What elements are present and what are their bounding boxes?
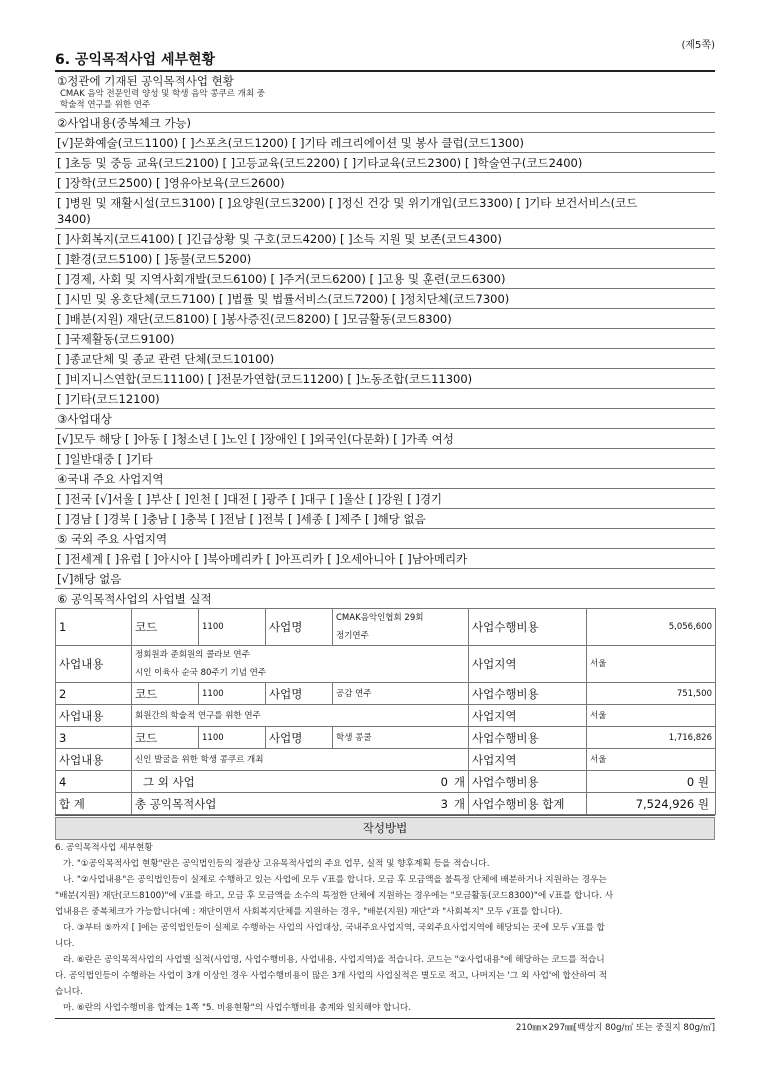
total-desc: 총 공익목적사업 (135, 796, 217, 811)
method-notes (55, 840, 715, 1016)
content-label: 사업내용 (56, 705, 132, 727)
method-line: 습니다. (55, 987, 83, 997)
business-content-row: [ ]배분(지원) 재단(코드8100) [ ]봉사증진(코드8200) [ ]모금활동(코드8300) (55, 309, 715, 329)
region-value: 서울 (587, 705, 716, 727)
table-row (56, 705, 716, 727)
name-label: 사업명 (266, 609, 333, 646)
content-line2: 시인 이육사 순국 80주기 기념 연주 (135, 668, 267, 678)
total-label: 합 계 (56, 793, 132, 815)
other-cost: 0 원 (587, 771, 716, 793)
business-content-row: [ ]경제, 사회 및 지역사회개발(코드6100) [ ]주거(코드6200) [ ]고용 및 훈련(코드6300) (55, 269, 715, 289)
business-content-row: [ ]기타(코드12100) (55, 389, 715, 409)
section-title: 6. 공익목적사업 세부현황 (55, 52, 216, 68)
paper-spec: 210㎜×297㎜[백상지 80g/㎡ 또는 중질지 80g/㎡] (55, 1018, 715, 1033)
total-count-cell (333, 793, 469, 815)
performance-table (55, 608, 716, 815)
business-content-row: [ ]비지니스연합(코드11100) [ ]전문가연합(코드11200) [ ]노동조합(코드11300) (55, 369, 715, 389)
table-row (56, 683, 716, 705)
code-label: 코드 (132, 727, 199, 749)
detail-box (55, 70, 715, 816)
method-heading: 6. 공익목적사업 세부현황 (55, 843, 153, 853)
business-content-row: [ ]국제활동(코드9100) (55, 329, 715, 349)
content-value (132, 646, 469, 683)
business-target-heading: ③사업대상 (55, 409, 715, 429)
table-row (56, 749, 716, 771)
business-content-row: [ ]장학(코드2500) [ ]영유아보육(코드2600) (55, 173, 715, 193)
overseas-region-heading: ⑤ 국외 주요 사업지역 (55, 529, 715, 549)
page-number: (제5쪽) (681, 40, 715, 51)
region-value: 서울 (587, 749, 716, 771)
total-cost-label: 사업수행비용 합계 (469, 793, 587, 815)
other-label: 그 외 사업 (143, 774, 195, 789)
name-label: 사업명 (266, 727, 333, 749)
method-line: 다. ③부터 ⑤까지 [ ]에는 공익법인등이 실제로 수행하는 사업의 사업대상, 국내주요사업지역, 국외주요사업지역에 해당되는 곳에 모두 √표를 합 (63, 923, 605, 933)
content-value: 신인 발굴을 위한 학생 콩쿠르 개최 (132, 749, 469, 771)
method-line: 라. ⑥란은 공익목적사업의 사업별 실적(사업명, 사업수행비용, 사업내용, 사업지역)을 적습니다. 코드는 "②사업내용"에 해당하는 코드를 적습니 (63, 955, 605, 965)
other-cost-label: 사업수행비용 (469, 771, 587, 793)
domestic-region-heading: ④국내 주요 사업지역 (55, 469, 715, 489)
total-row (56, 793, 716, 815)
name-line1: CMAK음악인협회 29회 (336, 613, 424, 623)
articles-business-line2: 학술적 연구를 위한 연주 (60, 100, 151, 110)
business-target-row: [ ]일반대중 [ ]기타 (55, 449, 715, 469)
articles-business-section (55, 72, 715, 113)
business-content-row: [ ]사회복지(코드4100) [ ]긴급상황 및 구호(코드4200) [ ]소득 지원 및 보존(코드4300) (55, 229, 715, 249)
cost-label: 사업수행비용 (469, 609, 587, 646)
name-value (333, 609, 469, 646)
total-desc-cell (132, 793, 333, 815)
total-count: 3 (440, 796, 448, 811)
overseas-region-row: [ ]전세계 [ ]유럽 [ ]아시아 [ ]북아메리카 [ ]아프리카 [ ]오세아니아 [ ]남아메리카 (55, 549, 715, 569)
cost-label: 사업수행비용 (469, 683, 587, 705)
method-line: 업내용은 중복체크가 가능합니다(예 : 재단이면서 사회복지단체를 지원하는 경우, "배분(지원) 재단"과 "사회복지" 모두 √표를 합니다). (55, 907, 563, 917)
method-line: 다. 공익법인등이 수행하는 사업이 3개 이상인 경우 사업수행비용이 많은 3개 사업의 사업실적은 별도로 적고, 나머지는 '그 외 사업'에 합산하여 적 (55, 971, 608, 981)
cost-value: 1,716,826 (587, 727, 716, 749)
name-line2: 정기연주 (336, 631, 369, 641)
content-label: 사업내용 (56, 646, 132, 683)
region-label: 사업지역 (469, 646, 587, 683)
articles-business-line1: CMAK 음악 전문인력 양성 및 학생 음악 콩쿠르 개최 중 (60, 89, 265, 99)
total-cost: 7,524,926 원 (587, 793, 716, 815)
performance-heading: ⑥ 공익목적사업의 사업별 실적 (57, 592, 212, 606)
other-label-cell (132, 771, 333, 793)
name-value: 학생 콩쿨 (333, 727, 469, 749)
region-label: 사업지역 (469, 705, 587, 727)
business-content-row: [ ]종교단체 및 종교 관련 단체(코드10100) (55, 349, 715, 369)
business-no: 1 (56, 609, 132, 646)
domestic-region-row: [ ]경남 [ ]경북 [ ]충남 [ ]충북 [ ]전남 [ ]전북 [ ]세종 [ ]제주 [ ]해당 없음 (55, 509, 715, 529)
code-value: 1100 (199, 609, 266, 646)
method-line: 가. "①공익목적사업 현황"란은 공익법인등의 정관상 고유목적사업의 주요 업무, 실적 및 향후계획 등을 적습니다. (63, 859, 490, 869)
other-unit: 개 (453, 774, 465, 789)
business-content-heading: ②사업내용(중복체크 가능) (55, 113, 715, 133)
table-row (56, 646, 716, 683)
cost-value: 751,500 (587, 683, 716, 705)
method-line: 나. "②사업내용"은 공익법인등이 실제로 수행하고 있는 사업에 모두 √표를 합니다. 모금 후 모금액을 불특정 단체에 배분하거나 지원하는 경우는 (63, 875, 607, 885)
code-label: 코드 (132, 609, 199, 646)
business-content-row: [ ]시민 및 옹호단체(코드7100) [ ]법률 및 법률서비스(코드7200) [ ]정치단체(코드7300) (55, 289, 715, 309)
table-row (56, 609, 716, 646)
business-content-row: [ ]병원 및 재활시설(코드3100) [ ]요양원(코드3200) [ ]정신 건강 및 위기개입(코드3300) [ ]기타 보건서비스(코드 (57, 196, 638, 210)
other-count-cell (333, 771, 469, 793)
business-content-row: [ ]초등 및 중등 교육(코드2100) [ ]고등교육(코드2200) [ ]기타교육(코드2300) [ ]학술연구(코드2400) (55, 153, 715, 173)
code-value: 1100 (199, 727, 266, 749)
code-label: 코드 (132, 683, 199, 705)
name-label: 사업명 (266, 683, 333, 705)
region-label: 사업지역 (469, 749, 587, 771)
domestic-region-row: [ ]전국 [√]서울 [ ]부산 [ ]인천 [ ]대전 [ ]광주 [ ]대구 [ ]울산 [ ]강원 [ ]경기 (55, 489, 715, 509)
business-target-row: [√]모두 해당 [ ]아동 [ ]청소년 [ ]노인 [ ]장애인 [ ]외국인(다문화) [ ]가족 여성 (55, 429, 715, 449)
cost-label: 사업수행비용 (469, 727, 587, 749)
code-value: 1100 (199, 683, 266, 705)
other-business-row (56, 771, 716, 793)
business-content-row: [ ]환경(코드5100) [ ]동물(코드5200) (55, 249, 715, 269)
articles-business-heading: ①정관에 기재된 공익목적사업 현황 (57, 74, 234, 88)
method-title: 작성방법 (55, 817, 715, 840)
business-no: 3 (56, 727, 132, 749)
total-unit: 개 (453, 796, 465, 811)
table-row (56, 727, 716, 749)
cost-value: 5,056,600 (587, 609, 716, 646)
content-label: 사업내용 (56, 749, 132, 771)
content-value: 회원간의 학술적 연구를 위한 연주 (132, 705, 469, 727)
region-value: 서울 (587, 646, 716, 683)
method-line: "배분(지원) 재단(코드8100)"에 √표를 하고, 모금 후 모금액을 소수의 특정한 단체에 지원하는 경우에는 "모금활동(코드8300)"에 √표를 합니다. 사 (55, 891, 614, 901)
name-value: 공감 연주 (333, 683, 469, 705)
business-content-row: [√]문화예술(코드1100) [ ]스포츠(코드1200) [ ]기타 레크리에이션 및 봉사 클럽(코드1300) (55, 133, 715, 153)
method-line: 마. ⑥란의 사업수행비용 합계는 1쪽 "5. 비용현황"의 사업수행비용 총계와 일치해야 합니다. (63, 1003, 412, 1013)
business-content-row: 3400) (55, 211, 715, 229)
form-page (55, 36, 715, 1033)
overseas-region-row: [√]해당 없음 (55, 569, 715, 589)
business-no: 2 (56, 683, 132, 705)
method-line: 니다. (55, 939, 75, 949)
other-no: 4 (56, 771, 132, 793)
other-count: 0 (440, 774, 448, 789)
content-line1: 정회원과 준회원의 콜라보 연주 (135, 650, 250, 660)
